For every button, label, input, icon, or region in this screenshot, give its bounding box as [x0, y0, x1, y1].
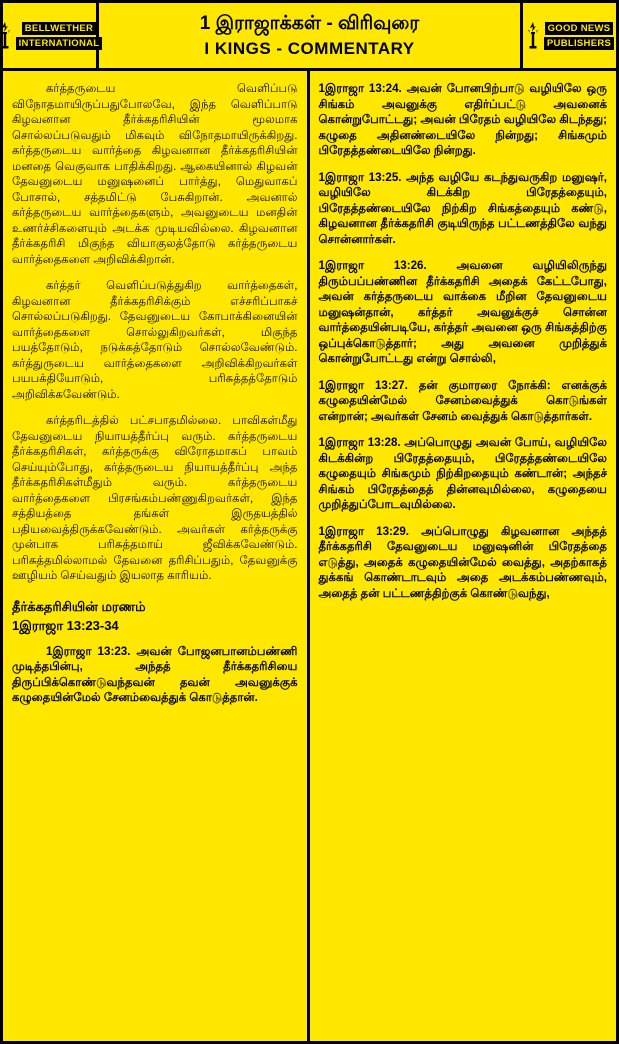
- page-body: [3, 71, 616, 1041]
- publisher-name-line1: GOOD NEWS: [545, 22, 614, 35]
- publisher-logo-right: [520, 3, 616, 68]
- scripture-verse: 1இராஜா 13:24. அவன் போனபிற்பாடு வழியிலே ஒரு சிங்கம் அவனுக்கு எதிர்ப்பட்டு அவனைக் கொன்றுபோட்டது; அவன் பிரேதம் வழியிலே கிடந்தது; கழுதை அதினண்டையிலே நின்றது; சிங்கமும் பிரேதத்தண்டையிலே நின்றது.: [318, 82, 607, 157]
- page-header: [3, 3, 616, 71]
- commentary-paragraph: கர்த்தருடைய வெளிப்படு விநோதமாயிருப்பதுபோலவே, இந்த வெளிப்பாடு கிழவனான தீர்க்கதரிசியின் மூலமாக சொல்லப்படுவதும் மிகவும் விநோதமாயிருக்கிறது. கர்த்தருடைய வார்த்தை கிழவனான தீர்க்கதரிசியின் மனதை வெகுவாக பாதிக்கிறது. ஆகையினால் கிழவன் தேவனுடைய மனுஷனைப் பார்த்து, மெதுவாகப் போசால், சத்தமிட்டு பேசுகிறான். அவனால் கர்த்தருடைய வார்த்தைகளும், அவனுடைய மனதின் உணர்ச்சிகளையும் அடக்க முடியவில்லை. கிழவனான தீர்க்கதரிசி மிகுந்த வியாகுலத்தோடு கர்த்தருடைய வார்த்தைகளை அறிவிக்கிறான்.: [12, 82, 298, 266]
- left-column: [3, 71, 310, 1041]
- scripture-verse: 1இராஜா 13:28. அப்பொழுது அவன் போய், வழியிலே கிடக்கின்ற பிரேதத்தையும், பிரேதத்தண்டையிலே கழுதையும் சிங்கமும் நிற்கிறதையும் கண்டான்; அந்தச் சிங்கம் பிரேதத்தைத் தின்னவுமில்லை, கழுதையை முறித்துப்போடவுமில்லை.: [318, 436, 607, 511]
- logo-row-left: [5, 21, 100, 51]
- torch-icon: [525, 21, 541, 51]
- publisher-name-line2: PUBLISHERS: [544, 37, 614, 50]
- commentary-paragraph: கர்த்தரிடத்தில் பட்சபாதமில்லை. பாவிகள்மீது தேவனுடைய நியாயத்தீர்ப்பு வரும். கர்த்தருடைய தீர்க்கதரிசிகள், கர்த்தருக்கு விரோதமாகப் பாவம் செய்யும்போது, கர்த்தருடைய நியாயத்தீர்ப்பு அந்த தீர்க்கதரிசிகள்மீதும் வரும். கர்த்தருடைய வார்த்தைகளை பிரசங்கம்பண்ணுகிறவர்கள், இந்த சத்தியத்தை தங்கள் இருதயத்தில் பதியவைத்திருக்கவேண்டும். அவர்கள் கர்த்தருக்கு முன்பாக பரிசுத்தமாய் ஜீவிக்கவேண்டும். பரிசுத்தமில்லாமல் தேவனை தரிசிப்பதும், தேவனுக்கு ஊழியம் செய்வதும் இயலாத காரியம்.: [12, 414, 298, 582]
- logo-text-left: [16, 22, 103, 50]
- logo-row-right: [525, 21, 614, 51]
- commentary-paragraph: கர்த்தர் வெளிப்படுத்துகிற வார்த்தைகள், கிழவனான தீர்க்கதரிசிக்கும் எச்சரிப்பாகச் சொல்லப்படுகிறது. தேவனுடைய கோபாக்கினையின் வார்த்தைகளை சொல்லுகிறவர்கள், மிகுந்த பயத்தோடும், நடுக்கத்தோடும் சொல்லவேண்டும். கர்த்துருடைய வார்த்தைகளை அறிவிக்கிறவர்கள் பயபக்தியோடும், பரிசுத்தத்தோடும் அறிவிக்கவேண்டும்.: [12, 279, 298, 401]
- page-title: [99, 3, 520, 68]
- section-reference: 1இராஜா 13:23-34: [12, 617, 119, 633]
- scripture-verse: 1இராஜா 13:25. அந்த வழியே கடந்துவருகிற மனுஷர், வழியிலே கிடக்கிற பிரேதத்தையும், பிரேதத்தண்டையிலே நிற்கிற சிங்கத்தையும் கண்டு, கிழவனான தீர்க்கதரிசி குடியிருந்த பட்டணத்திலே வந்து சொன்னார்கள்.: [318, 170, 607, 246]
- scripture-verse: 1இராஜா 13:26. அவனை வழியிலிருந்து திரும்பப்பண்ணின தீர்க்கதரிசி அதைக் கேட்டபோது, அவன் கர்த்தருடைய வாக்கை மீறின தேவனுடைய மனுஷன்தான், கர்த்தர் அவனுக்குச் சொன்ன வார்த்தையின்படியே, கர்த்தர் அவனை ஒரு சிங்கத்திற்கு ஒப்புக்கொடுத்தார்; அது அவனை முறித்துக் கொன்றுபோட்டது என்று சொல்லி,: [318, 259, 607, 365]
- scripture-verse: 1இராஜா 13:29. அப்பொழுது கிழவனான அந்தத் தீர்க்கதரிசி தேவனுடைய மனுஷனின் பிரேதத்தை எடுத்து, அதைக் கழுதையின்மேல் வைத்து, அதற்காகத் துக்கங் கொண்டாடவும் அதை அடக்கம்பண்ணவும், அதைத் தன் பட்டணத்திற்குக் கொண்டுவந்து,: [318, 524, 607, 600]
- scripture-verse: 1இராஜா 13:27. தன் குமாரரை நோக்கி: எனக்குக் கழுதையின்மேல் சேனம்வைத்துக் கொடுங்கள் என்றான்; அவர்கள் சேனம் வைத்துக் கொடுத்தார்கள்.: [318, 378, 607, 423]
- section-heading: தீர்க்கதரிசியின் மரணம்: [12, 598, 146, 614]
- title-tamil: 1 இராஜாக்கள் - விரிவுரை: [199, 12, 420, 34]
- publisher-name-line1: BELLWETHER: [22, 22, 96, 35]
- title-english: I KINGS - COMMENTARY: [204, 38, 415, 58]
- right-column: [310, 71, 617, 1041]
- logo-text-right: [544, 22, 614, 50]
- scripture-verse: 1இராஜா 13:23. அவன் போஜனபானம்பண்ணி முடித்தபின்பு, அந்தத் தீர்க்கதரிசியை திருப்பிக்கொண்டுவந்தவன் தவன் அவனுக்குக் கழுதையின்மேல் சேனம்வைத்துக் கொடுத்தான்.: [12, 644, 298, 704]
- publisher-logo-left: [3, 3, 99, 68]
- torch-icon: [0, 21, 13, 51]
- publisher-name-line2: INTERNATIONAL: [16, 37, 103, 50]
